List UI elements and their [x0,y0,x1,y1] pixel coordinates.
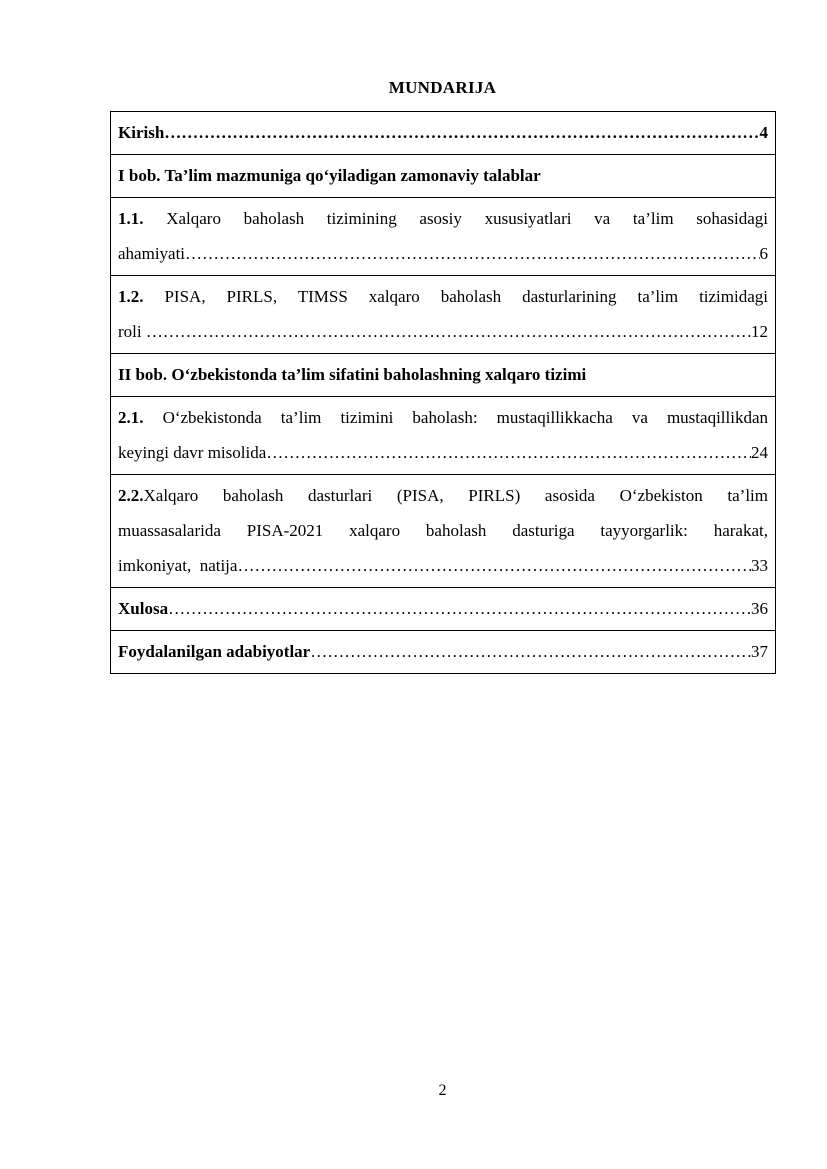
toc-entry-text: PISA, PIRLS, TIMSS xalqaro baholash dasturlarining ta’lim tizimidagi [164,287,768,306]
toc-entry-text: keyingi davr misolida [118,443,267,462]
toc-entry-label: Xulosa [118,599,169,618]
toc-page-number: 12 [751,322,768,341]
toc-entry [111,112,776,155]
toc-entry [111,276,776,354]
section-number: 2.1. [118,408,144,427]
toc-entry-text: imkoniyat, natija [118,556,238,575]
toc-entry-label: Kirish [118,123,165,142]
toc-entry-text: Xalqaro baholash tizimining asosiy xususiyatlari va ta’lim sohasidagi [166,209,769,228]
toc-page-number: 6 [759,244,768,263]
chapter-heading-text: II bob. O‘zbekistonda ta’lim sifatini baholashning xalqaro tizimi [118,365,587,384]
toc-entry-text: Xalqaro baholash dasturlari (PISA, PIRLS) asosida O‘zbekiston ta’lim [143,486,768,505]
toc-entry-line: muassasalarida PISA-2021 xalqaro baholash dasturiga tayyorgarlik: harakat, [118,521,768,540]
toc-entry [111,397,776,475]
toc-chapter-heading [111,155,776,198]
toc-entry [111,631,776,674]
toc-page-number: 4 [759,123,768,142]
dot-leader [164,115,759,150]
toc-entry-text: ahamiyati [118,244,186,263]
toc-page-number: 37 [751,642,768,661]
toc-entry-label: Foydalanilgan adabiyotlar [118,642,311,661]
toc-entry-line [118,201,768,236]
table-of-contents [110,111,776,674]
toc-title: MUNDARIJA [388,78,497,97]
section-number: 1.2. [118,287,144,306]
toc-entry [111,475,776,588]
toc-entry [111,198,776,276]
dot-leader [185,236,759,271]
dot-leader [310,634,751,669]
toc-page-number: 36 [751,599,768,618]
toc-chapter-heading [111,354,776,397]
dot-leader [237,548,751,583]
toc-entry-text: O‘zbekistonda ta’lim tizimini baholash: mustaqillikkacha va mustaqillikdan [162,408,769,427]
section-number: 1.1. [118,209,144,228]
dot-leader [146,314,751,349]
dot-leader [266,435,751,470]
toc-entry [111,588,776,631]
toc-page-number: 33 [751,556,768,575]
toc-entry-line [118,279,768,314]
chapter-heading-text: I bob. Ta’lim mazmuniga qo‘yiladigan zamonaviy talablar [118,166,541,185]
toc-entry-line [118,400,768,435]
toc-entry-text: roli [118,322,146,341]
toc-page-number: 24 [751,443,768,462]
section-number: 2.2. [118,486,144,505]
toc-entry-line [118,478,768,513]
dot-leader [168,591,751,626]
page-number: 2 [438,1082,447,1099]
